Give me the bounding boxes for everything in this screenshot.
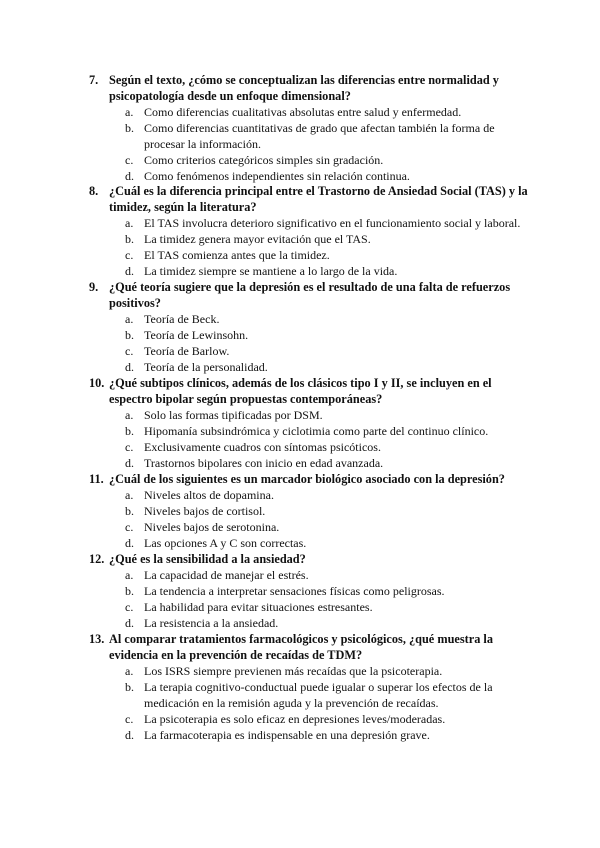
option-8a [125, 215, 535, 231]
option-9a [125, 311, 535, 327]
option-text: Niveles bajos de cortisol. [144, 504, 266, 518]
option-text: La timidez genera mayor evitación que el TAS. [144, 232, 371, 246]
option-text: La resistencia a la ansiedad. [144, 616, 279, 630]
option-text: Las opciones A y C son correctas. [144, 536, 307, 550]
option-letter: d. [125, 536, 134, 550]
option-text: Los ISRS siempre previenen más recaídas que la psicoterapia. [144, 664, 443, 678]
option-10d [125, 455, 535, 471]
option-13b [125, 679, 535, 711]
option-text: Niveles altos de dopamina. [144, 488, 274, 502]
option-text: Como diferencias cualitativas absolutas entre salud y enfermedad. [144, 105, 462, 119]
option-letter: b. [125, 680, 134, 694]
question-text: ¿Cuál es la diferencia principal entre el Trastorno de Ansiedad Social (TAS) y la timidez, según la literatura? [109, 184, 528, 214]
option-9c [125, 343, 535, 359]
option-letter: c. [125, 712, 134, 726]
option-7b [125, 120, 535, 152]
option-text: Teoría de Beck. [144, 312, 220, 326]
option-letter: d. [125, 264, 134, 278]
option-text: Trastornos bipolares con inicio en edad avanzada. [144, 456, 384, 470]
option-text: El TAS involucra deterioro significativo en el funcionamiento social y laboral. [144, 216, 521, 230]
question-number: 8. [89, 184, 99, 198]
option-text: Solo las formas tipificadas por DSM. [144, 408, 323, 422]
option-13c [125, 711, 535, 727]
question-number: 11. [89, 472, 104, 486]
option-letter: b. [125, 328, 134, 342]
option-text: La timidez siempre se mantiene a lo largo de la vida. [144, 264, 398, 278]
option-12b [125, 583, 535, 599]
option-10c [125, 439, 535, 455]
option-text: Hipomanía subsindrómica y ciclotimia como parte del continuo clínico. [144, 424, 489, 438]
option-letter: d. [125, 360, 134, 374]
option-7a [125, 104, 535, 120]
question-number: 12. [89, 552, 105, 566]
option-text: Como fenómenos independientes sin relación continua. [144, 169, 410, 183]
option-12a [125, 567, 535, 583]
option-letter: b. [125, 424, 134, 438]
option-9d [125, 359, 535, 375]
option-13d [125, 727, 535, 743]
question-8 [89, 183, 529, 215]
option-11b [125, 503, 535, 519]
option-letter: a. [125, 488, 134, 502]
option-text: La farmacoterapia es indispensable en una depresión grave. [144, 728, 430, 742]
option-letter: a. [125, 216, 134, 230]
option-letter: d. [125, 169, 134, 183]
option-text: La terapia cognitivo-conductual puede igualar o superar los efectos de la medicación en la remisión aguda y la prevención de recaídas. [144, 680, 493, 710]
option-text: Como criterios categóricos simples sin gradación. [144, 153, 384, 167]
option-letter: b. [125, 504, 134, 518]
option-13a [125, 663, 535, 679]
option-letter: a. [125, 568, 134, 582]
option-letter: a. [125, 408, 134, 422]
option-letter: a. [125, 105, 134, 119]
option-text: Teoría de Barlow. [144, 344, 230, 358]
option-letter: a. [125, 312, 134, 326]
option-8b [125, 231, 535, 247]
option-text: La capacidad de manejar el estrés. [144, 568, 309, 582]
option-letter: c. [125, 344, 134, 358]
option-text: La psicoterapia es solo eficaz en depresiones leves/moderadas. [144, 712, 446, 726]
option-9b [125, 327, 535, 343]
question-13 [89, 631, 529, 663]
option-text: Teoría de la personalidad. [144, 360, 268, 374]
question-number: 7. [89, 73, 99, 87]
question-text: Según el texto, ¿cómo se conceptualizan las diferencias entre normalidad y psicopatología desde un enfoque dimensional? [109, 73, 499, 103]
question-text: Al comparar tratamientos farmacológicos y psicológicos, ¿qué muestra la evidencia en la prevención de recaídas de TDM? [109, 632, 493, 662]
question-12 [89, 551, 529, 567]
option-text: Niveles bajos de serotonina. [144, 520, 280, 534]
option-text: Exclusivamente cuadros con síntomas psicóticos. [144, 440, 381, 454]
question-10 [89, 375, 529, 407]
option-letter: c. [125, 440, 134, 454]
option-letter: c. [125, 520, 134, 534]
option-letter: d. [125, 456, 134, 470]
question-number: 9. [89, 280, 99, 294]
question-number: 10. [89, 376, 105, 390]
question-text: ¿Qué teoría sugiere que la depresión es el resultado de una falta de refuerzos positivos? [109, 280, 511, 310]
option-letter: c. [125, 600, 134, 614]
question-text: ¿Cuál de los siguientes es un marcador biológico asociado con la depresión? [109, 472, 505, 486]
question-11 [89, 471, 529, 487]
option-letter: c. [125, 248, 134, 262]
option-text: La habilidad para evitar situaciones estresantes. [144, 600, 373, 614]
option-8c [125, 247, 535, 263]
option-text: La tendencia a interpretar sensaciones físicas como peligrosas. [144, 584, 445, 598]
option-11d [125, 535, 535, 551]
question-number: 13. [89, 632, 105, 646]
option-letter: d. [125, 728, 134, 742]
option-12c [125, 599, 535, 615]
question-7 [89, 72, 529, 104]
question-9 [89, 279, 529, 311]
option-7d [125, 168, 535, 184]
option-letter: b. [125, 584, 134, 598]
option-letter: a. [125, 664, 134, 678]
option-text: Como diferencias cuantitativas de grado que afectan también la forma de procesar la información. [144, 121, 495, 151]
option-7c [125, 152, 535, 168]
option-letter: b. [125, 121, 134, 135]
option-12d [125, 615, 535, 631]
question-text: ¿Qué subtipos clínicos, además de los clásicos tipo I y II, se incluyen en el espectro bipolar según propuestas contemporáneas? [109, 376, 492, 406]
option-letter: b. [125, 232, 134, 246]
question-text: ¿Qué es la sensibilidad a la ansiedad? [109, 552, 306, 566]
option-text: Teoría de Lewinsohn. [144, 328, 249, 342]
option-letter: c. [125, 153, 134, 167]
option-10b [125, 423, 535, 439]
option-text: El TAS comienza antes que la timidez. [144, 248, 330, 262]
option-10a [125, 407, 535, 423]
option-8d [125, 263, 535, 279]
option-11a [125, 487, 535, 503]
option-11c [125, 519, 535, 535]
option-letter: d. [125, 616, 134, 630]
